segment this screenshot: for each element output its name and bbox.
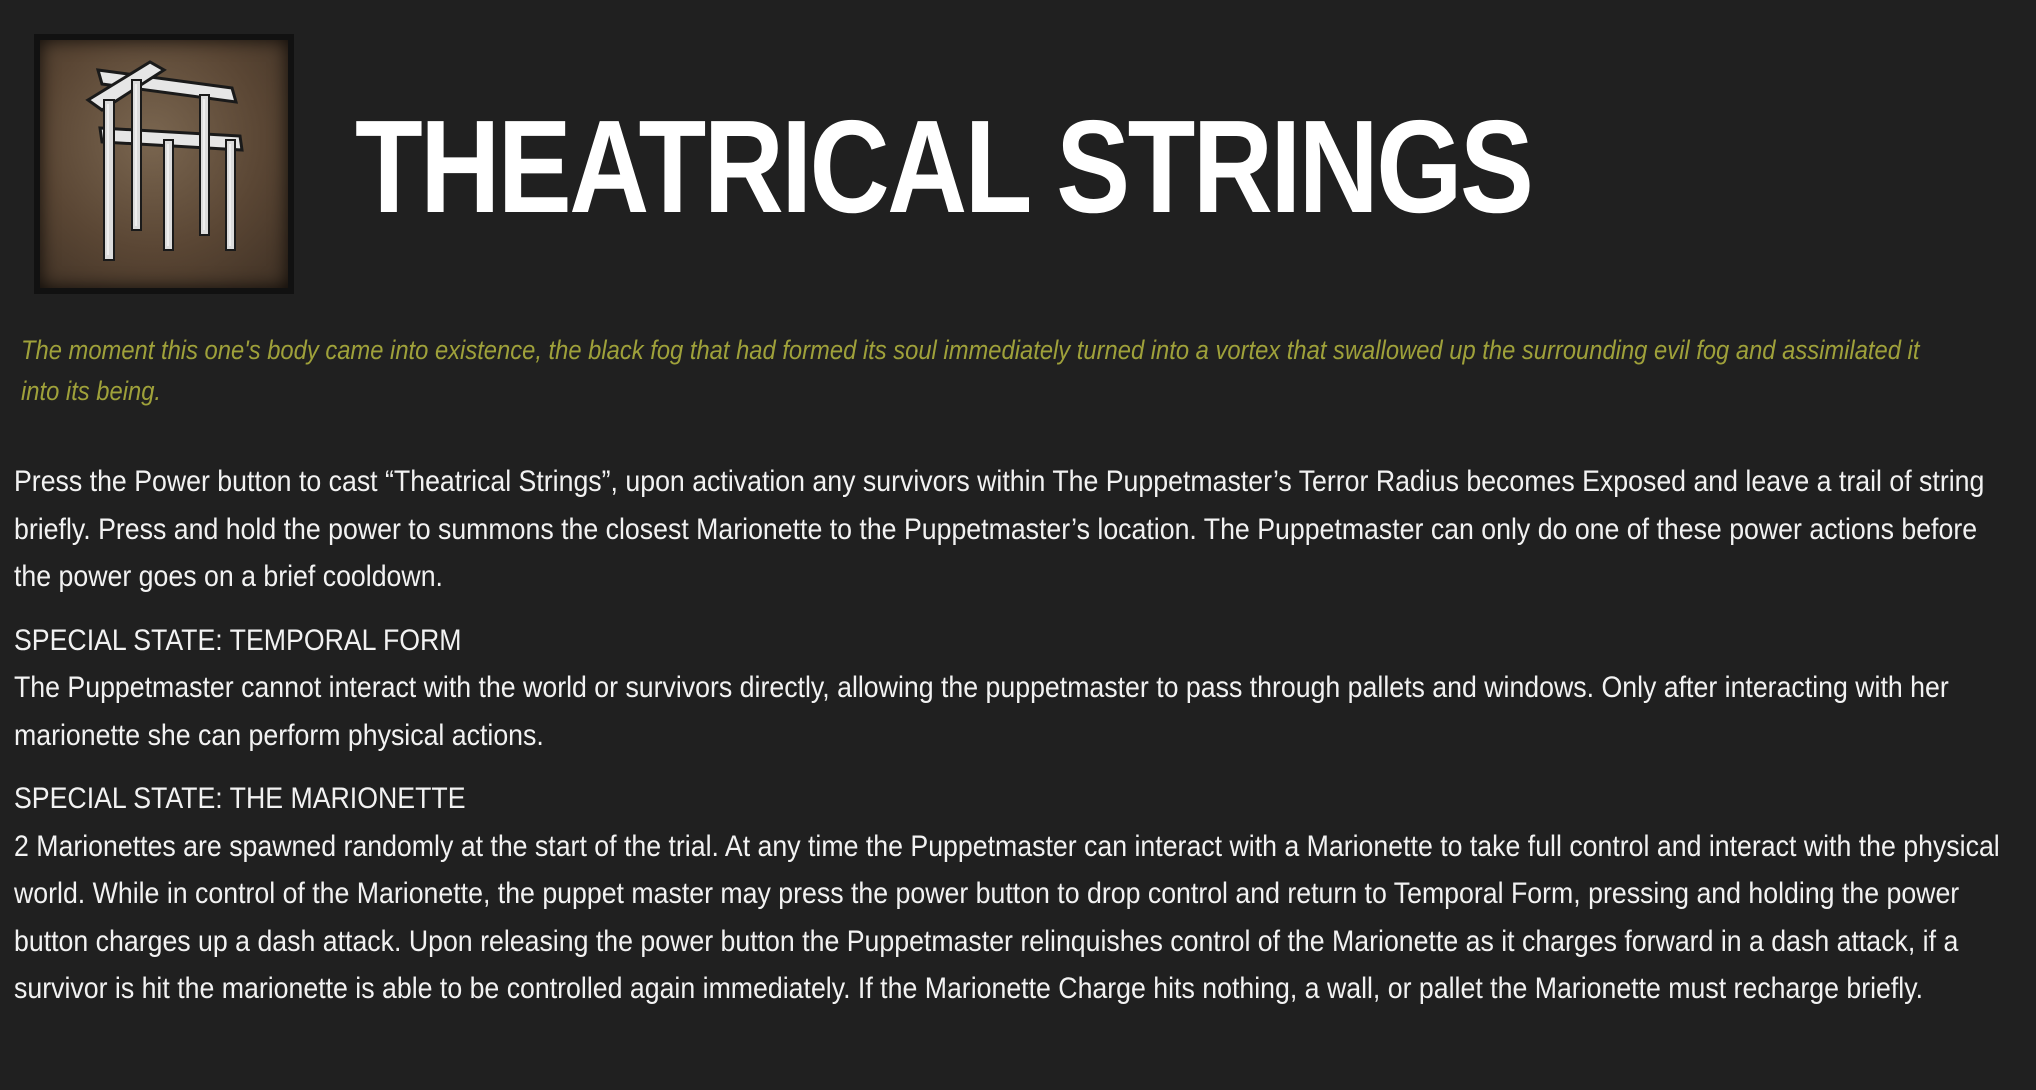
- power-content: [14, 458, 2008, 1029]
- section-body: The Puppetmaster cannot interact with the world or survivors directly, allowing the puppetmaster to pass through pallets and windows. Only after interacting with her marionette she can perform physical actions.: [14, 671, 1949, 752]
- section-heading: SPECIAL STATE: THE MARIONETTE: [14, 782, 466, 815]
- power-title: THEATRICAL STRINGS: [355, 93, 1532, 240]
- power-icon-frame: [34, 34, 294, 294]
- section-the-marionette: [14, 775, 2008, 1013]
- section-temporal-form: [14, 617, 2008, 760]
- marionette-crossbar-icon: [40, 40, 288, 288]
- section-body: 2 Marionettes are spawned randomly at the start of the trial. At any time the Puppetmaster can interact with a Marionette to take full control and interact with the physical world. While in control of the Marionette, the puppet master may press the power button to drop control and return to Temporal Form, pressing and holding the power button charges up a dash attack. Upon releasing the power button the Puppetmaster relinquishes control of the Marionette as it charges forward in a dash attack, if a survivor is hit the marionette is able to be controlled again immediately. If the Marionette Charge hits nothing, a wall, or pallet the Marionette must recharge briefly.: [14, 829, 2000, 1005]
- power-description: Press the Power button to cast “Theatrical Strings”, upon activation any survivors within The Puppetmaster’s Terror Radius becomes Exposed and leave a trail of string briefly. Press and hold the power to summons the closest Marionette to the Puppetmaster’s location. The Puppetmaster can only do one of these power actions before the power goes on a brief cooldown.: [14, 465, 1985, 593]
- section-heading: SPECIAL STATE: TEMPORAL FORM: [14, 623, 462, 657]
- flavor-text: The moment this one's body came into existence, the black fog that had formed its soul immediately turned into a vortex that swallowed up the surrounding evil fog and assimilated it into its being.: [21, 335, 1920, 406]
